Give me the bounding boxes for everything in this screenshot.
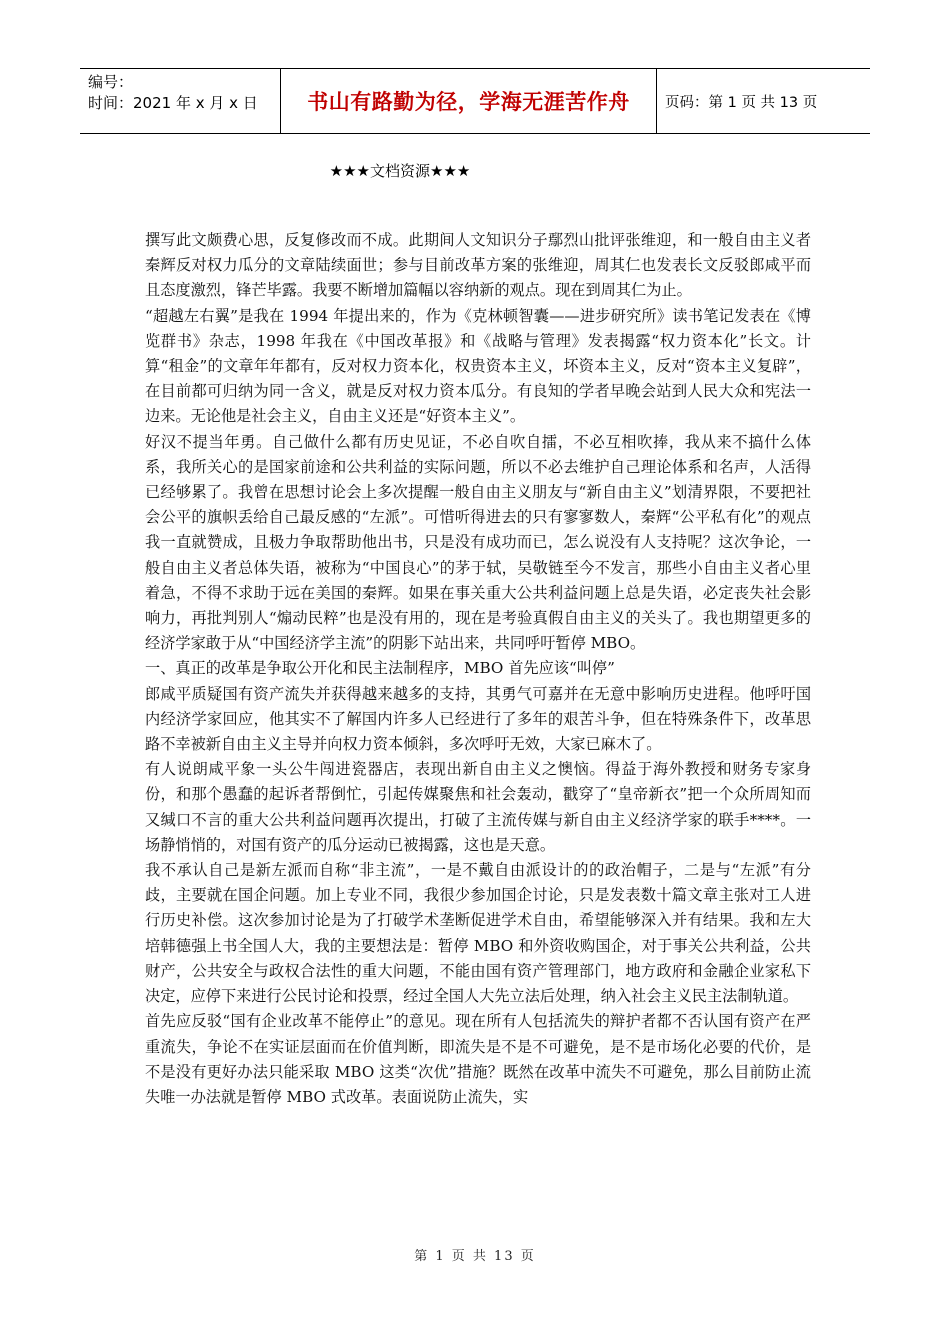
paragraph: 好汉不提当年勇。自己做什么都有历史见证，不必自吹自擂，不必互相吹捧，我从来不搞什么体系，我所关心的是国家前途和公共利益的实际问题，所以不必去维护自己理论体系和名声，人活得已经够累了。我曾在思想讨论会上多次提醒一般自由主义朋友与“新自由主义”划清界限，不要把社会公平的旗帜丢给自己最反感的“左派”。可惜听得进去的只有寥寥数人，秦辉“公平私有化”的观点我一直就赞成，且极力争取帮助他出书，只是没有成功而已，怎么说没有人支持呢？这次争论，一般自由主义者总体失语，被称为“中国良心”的茅于轼，吴敬链至今不发言，那些小自由主义者心里着急，不得不求助于远在美国的秦辉。如果在事关重大公共利益问题上总是失语，必定丧失社会影响力，再批判别人“煽动民粹”也是没有用的，现在是考验真假自由主义的关头了。我也期望更多的经济学家敢于从“中国经济学主流”的阴影下站出来，共同呼吁暂停 MBO。 [145,432,811,653]
paragraph: 有人说朗咸平象一头公牛闯进瓷器店，表现出新自由主义之懊恼。得益于海外教授和财务专家身份，和那个愚蠢的起诉者帮倒忙，引起传媒聚焦和社会轰动，戳穿了“皇帝新衣”把一个众所周知而又缄口不言的重大公共利益问题再次提出，打破了主流传媒与新自由主义经济学家的联手****。一场静悄悄的，对国有资产的瓜分运动已被揭露，这也是天意。 [145,760,811,854]
paragraph: 撰写此文颇费心思，反复修改而不成。此期间人文知识分子鄢烈山批评张维迎，和一般自由主义者秦辉反对权力瓜分的文章陆续面世；参与目前改革方案的张维迎，周其仁也发表长文反驳郎咸平而且态度激烈，锋芒毕露。我要不断增加篇幅以容纳新的观点。现在到周其仁为止。 [145,231,811,300]
section-heading: 一、真正的改革是争取公开化和民主法制程序，MBO 首先应该“叫停” [145,659,615,678]
header-page-info: 页码：第 1 页 共 13 页 [665,94,818,111]
header-table [80,68,870,134]
document-number-label: 编号： [88,73,134,91]
document-resource-badge: ★★★文档资源★★★ [329,162,471,180]
page-footer: 第 1 页 共 13 页 [414,1249,536,1264]
body-text [145,228,811,1110]
paragraph: 首先应反驳“国有企业改革不能停止”的意见。现在所有人包括流失的辩护者都不否认国有资产在严重流失，争论不在实证层面而在价值判断，即流失是不是不可避免，是不是市场化必要的代价，是不是没有更好办法只能采取 MBO 这类“次优”措施？既然在改革中流失不可避免，那么目前防止流失唯一办法就是暂停 MBO 式改革。表面说防止流失，实 [145,1012,811,1106]
header-motto: 书山有路勤为径，学海无涯苦作舟 [307,90,630,114]
paragraph: 郎咸平质疑国有资产流失并获得越来越多的支持，其勇气可嘉并在无意中影响历史进程。他呼吁国内经济学家回应，他其实不了解国内许多人已经进行了多年的艰苦斗争，但在特殊条件下，改革思路不幸被新自由主义主导并向权力资本倾斜，多次呼吁无效，大家已麻木了。 [145,684,811,754]
document-time-label: 时间：2021 年 x 月 x 日 [88,94,258,112]
paragraph: “超越左右翼”是我在 1994 年提出来的，作为《克林顿智囊——进步研究所》读书笔记发表在《博览群书》杂志，1998 年我在《中国改革报》和《战略与管理》发表揭露“权力资本化”长文。计算“租金”的文章年年都有，反对权力资本化，权贵资本主义，坏资本主义，反对“资本主义复辟”，在目前都可归纳为同一含义，就是反对权力资本瓜分。有良知的学者早晚会站到人民大众和宪法一边来。无论他是社会主义，自由主义还是“好资本主义”。 [145,306,811,426]
paragraph: 我不承认自己是新左派而自称“非主流”，一是不戴自由派设计的的政治帽子，二是与“左派”有分歧，主要就在国企问题。加上专业不同，我很少参加国企讨论，只是发表数十篇文章主张对工人进行历史补偿。这次参加讨论是为了打破学术垄断促进学术自由，希望能够深入并有结果。我和左大培韩德强上书全国人大，我的主要想法是：暂停 MBO 和外资收购国企，对于事关公共利益，公共财产，公共安全与政权合法性的重大问题，不能由国有资产管理部门，地方政府和金融企业家私下决定，应停下来进行公民讨论和投票，经过全国人大先立法后处理，纳入社会主义民主法制轨道。 [145,861,811,1006]
header-divider [656,68,657,134]
header-meta [88,72,258,114]
